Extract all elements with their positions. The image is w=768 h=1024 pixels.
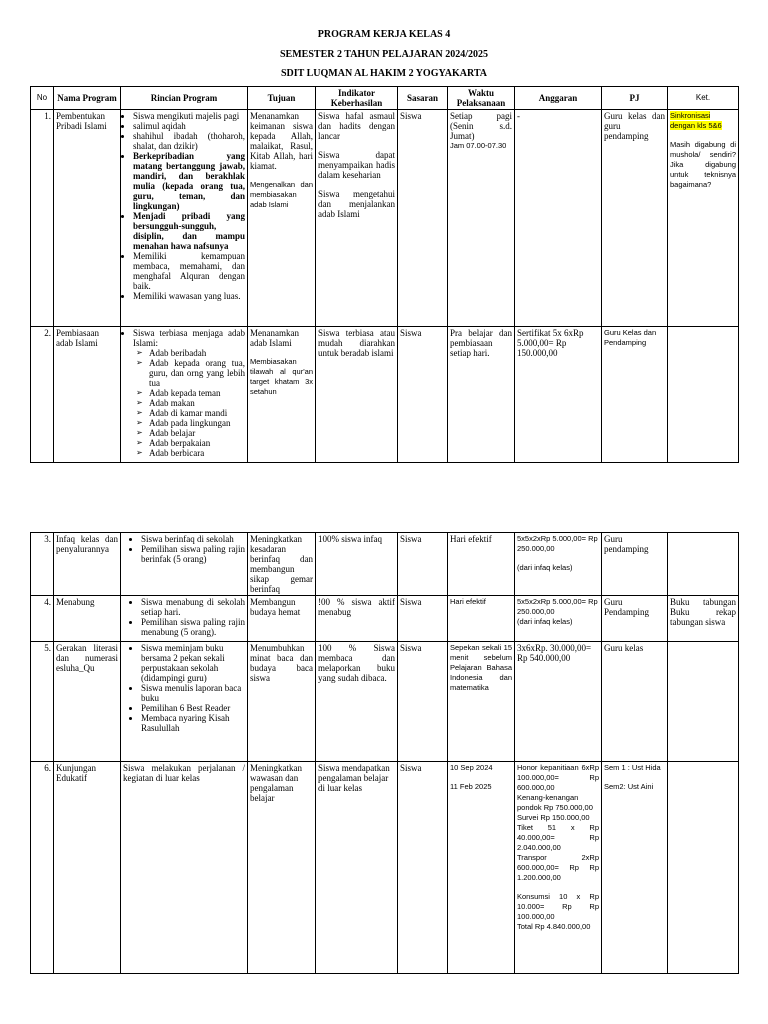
budget: Sertifikat 5x 6xRp 5.000,00= Rp 150.000,00 xyxy=(515,327,602,463)
col-header-pj: PJ xyxy=(602,87,668,110)
budget-line: Transpor 2xRp 600.000,00= Rp Rp 1.200.000,00 xyxy=(517,853,599,882)
budget-text: 5x5x2xRp 5.000,00= Rp 250.000,00 xyxy=(517,534,598,553)
remarks xyxy=(668,533,739,596)
schedule-date: 11 Feb 2025 xyxy=(450,782,492,791)
list-item: • Siswa menabung di sekolah setiap hari. xyxy=(141,597,245,617)
goal-text-secondary: Mengenalkan dan membiasakan adab Islami xyxy=(250,180,313,209)
table-row xyxy=(31,533,739,596)
budget-text: 5x5x2xRp 5.000,00= Rp 250.000,00 xyxy=(517,597,598,616)
col-header-ket: Ket. xyxy=(668,87,739,110)
remarks xyxy=(668,327,739,463)
indicator-text: Siswa hafal asmaul dan hadits dengan lancar xyxy=(318,111,395,141)
row-number: 6. xyxy=(31,762,54,974)
program-details xyxy=(121,110,248,327)
budget xyxy=(515,533,602,596)
success-indicator: 100% siswa infaq xyxy=(316,533,398,596)
list-item: ➢ Adab berpakaian xyxy=(149,438,245,448)
list-item: • Membaca nyaring Kisah Rasulullah xyxy=(141,713,245,733)
schedule: Sepekan sekali 15 menit sebelum Pelajaran Bahasa Indonesia dan matematika xyxy=(448,642,515,762)
target-audience: Siswa xyxy=(398,327,448,463)
pj-semester-2: Sem2: Ust Aini xyxy=(604,782,654,791)
budget xyxy=(515,762,602,974)
table-header-row xyxy=(31,87,739,110)
row-number: 2. xyxy=(31,327,54,463)
table-row xyxy=(31,596,739,642)
row-number: 3. xyxy=(31,533,54,596)
table-row xyxy=(31,642,739,762)
list-item: • Siswa meminjam buku bersama 2 pekan sekali perpustakaan sekolah (didampingi guru) xyxy=(141,643,245,683)
success-indicator xyxy=(316,110,398,327)
person-in-charge: Guru Kelas dan Pendamping xyxy=(602,327,668,463)
success-indicator: !00 % siswa aktif menabug xyxy=(316,596,398,642)
budget-line: Honor kepanitiaan 6xRp 100.000,00= Rp 600.000,00 xyxy=(517,763,599,792)
person-in-charge xyxy=(602,762,668,974)
table-row xyxy=(31,762,739,974)
schedule: Hari efektif xyxy=(448,596,515,642)
list-item: • Menjadi pribadi yang bersungguh-sungguh, disiplin, dan mampu menahan hawa nafsunya xyxy=(133,211,245,251)
success-indicator: Siswa terbiasa atau mudah diarahkan untuk beradab islami xyxy=(316,327,398,463)
schedule: Hari efektif xyxy=(448,533,515,596)
col-header-indikator: Indikator Keberhasilan xyxy=(316,87,398,110)
indicator-text: Siswa mengetahui dan menjalankan adab Islami xyxy=(318,189,395,219)
budget-note: (dari infaq kelas) xyxy=(517,563,573,572)
table-row xyxy=(31,110,739,327)
list-item: ➢ Adab pada lingkungan xyxy=(149,418,245,428)
indicator-text: Siswa dapat menyampaikan hadis dalam keseharian xyxy=(318,150,395,180)
target-audience: Siswa xyxy=(398,642,448,762)
program-name: Menabung xyxy=(54,596,121,642)
budget: 3x6xRp. 30.000,00= Rp 540.000,00 xyxy=(515,642,602,762)
list-item: ➢ Adab beribadah xyxy=(149,348,245,358)
schedule xyxy=(448,110,515,327)
person-in-charge: Guru kelas dan guru pendamping xyxy=(602,110,668,327)
program-name: Infaq kelas dan penyalurannya xyxy=(54,533,121,596)
person-in-charge: Guru pendamping xyxy=(602,533,668,596)
schedule: Pra belajar dan pembiasaan setiap hari. xyxy=(448,327,515,463)
program-table-page-1 xyxy=(30,86,739,463)
list-item: • Siswa berinfaq di sekolah xyxy=(141,534,245,544)
program-goal: Meningkatkan wawasan dan pengalaman belajar xyxy=(248,762,316,974)
pj-semester-1: Sem 1 : Ust Hida xyxy=(604,763,661,772)
program-goal xyxy=(248,110,316,327)
document-subtitle-school: SDIT LUQMAN AL HAKIM 2 YOGYAKARTA xyxy=(280,68,488,79)
program-details: Siswa melakukan perjalanan / kegiatan di luar kelas xyxy=(121,762,248,974)
person-in-charge: Guru kelas xyxy=(602,642,668,762)
list-item: ➢ Adab kepada teman xyxy=(149,388,245,398)
program-details xyxy=(121,596,248,642)
list-item: • Memiliki wawasan yang luas. xyxy=(133,291,245,301)
program-details xyxy=(121,533,248,596)
schedule-date: 10 Sep 2024 xyxy=(450,763,493,772)
program-name: Gerakan literasi dan numerasi esluha_Qu xyxy=(54,642,121,762)
list-item: • Pemilihan 6 Best Reader xyxy=(141,703,245,713)
row-number: 5. xyxy=(31,642,54,762)
remarks xyxy=(668,110,739,327)
list-item: • Memiliki kemampuan membaca, memahami, dan menghafal Alquran dengan baik. xyxy=(133,251,245,291)
document-title: PROGRAM KERJA KELAS 4 xyxy=(317,29,451,40)
budget-line: Tiket 51 x Rp 40.000,00= Rp 2.040.000,00 xyxy=(517,823,599,852)
program-goal: Meningkatkan kesadaran berinfaq dan membangun sikap gemar berinfaq xyxy=(248,533,316,596)
table-row xyxy=(31,327,739,463)
schedule xyxy=(448,762,515,974)
col-header-nama-program: Nama Program xyxy=(54,87,121,110)
budget-line: Survei Rp 150.000,00 xyxy=(517,813,590,822)
list-item: • Pemilihan siswa paling rajin berinfak (5 orang) xyxy=(141,544,245,564)
success-indicator: 100 % Siswa membaca dan melaporkan buku yang sudah dibaca. xyxy=(316,642,398,762)
person-in-charge: Guru Pendamping xyxy=(602,596,668,642)
success-indicator: Siswa mendapatkan pengalaman belajar di luar kelas xyxy=(316,762,398,974)
list-item: • salimul aqidah xyxy=(133,121,245,131)
list-item: ➢ Adab berbicara xyxy=(149,448,245,458)
budget-total: Total Rp 4.840.000,00 xyxy=(517,922,591,931)
list-item: ➢ Adab belajar xyxy=(149,428,245,438)
list-item: • Siswa menulis laporan baca buku xyxy=(141,683,245,703)
col-header-rincian-program: Rincian Program xyxy=(121,87,248,110)
target-audience: Siswa xyxy=(398,110,448,327)
program-table-page-2 xyxy=(30,532,739,974)
col-header-no: No xyxy=(31,87,54,110)
budget xyxy=(515,596,602,642)
program-details xyxy=(121,642,248,762)
row-number: 1. xyxy=(31,110,54,327)
col-header-anggaran: Anggaran xyxy=(515,87,602,110)
remark-text: Masih digabung di mushola/ sendiri? Jika digabung untuk teknisnya bagaimana? xyxy=(670,140,736,189)
target-audience: Siswa xyxy=(398,533,448,596)
program-name: Kunjungan Edukatif xyxy=(54,762,121,974)
list-item: • Siswa terbiasa menjaga adab Islami: xyxy=(133,328,245,348)
remarks xyxy=(668,762,739,974)
col-header-waktu: Waktu Pelaksanaan xyxy=(448,87,515,110)
row-number: 4. xyxy=(31,596,54,642)
remarks xyxy=(668,642,739,762)
remarks: Buku tabungan Buku rekap tabungan siswa xyxy=(668,596,739,642)
target-audience: Siswa xyxy=(398,596,448,642)
list-item: • Berkepribadian yang matang bertanggung jawab, mandiri, dan berakhlak mulia (kepada orang tua, guru, teman, dan lingkungan) xyxy=(133,151,245,211)
list-item: ➢ Adab makan xyxy=(149,398,245,408)
schedule-text: Setiap pagi (Senin s.d. Jumat) xyxy=(450,111,512,141)
document-subtitle-semester: SEMESTER 2 TAHUN PELAJARAN 2024/2025 xyxy=(280,49,488,60)
highlighted-note: Sinkronisasi dengan kls 5&6 xyxy=(670,111,722,130)
list-item: • Pemilihan siswa paling rajin menabung (5 orang). xyxy=(141,617,245,637)
schedule-time: Jam 07.00-07.30 xyxy=(450,141,507,150)
budget-note: (dari infaq kelas) xyxy=(517,617,573,626)
budget: - xyxy=(515,110,602,327)
list-item: ➢ Adab kepada orang tua, guru, dan orng yang lebih tua xyxy=(149,358,245,388)
goal-text: Menanamkan keimanan siswa kepada Allah, malaikat, Rasul, Kitab Allah, hari kiamat. xyxy=(250,111,313,171)
col-header-tujuan: Tujuan xyxy=(248,87,316,110)
target-audience: Siswa xyxy=(398,762,448,974)
program-goal xyxy=(248,327,316,463)
list-item: • shahihul ibadah (thoharoh, shalat, dan dzikir) xyxy=(133,131,245,151)
program-goal: Membangun budaya hemat xyxy=(248,596,316,642)
budget-line: Kenang-kenangan pondok Rp 750.000,00 xyxy=(517,793,593,812)
goal-text: Menanamkan adab Islami xyxy=(250,328,299,348)
list-item: • Siswa mengikuti majelis pagi xyxy=(133,111,245,121)
list-item: ➢ Adab di kamar mandi xyxy=(149,408,245,418)
program-name: Pembentukan Pribadi Islami xyxy=(54,110,121,327)
col-header-sasaran: Sasaran xyxy=(398,87,448,110)
program-goal: Menumbuhkan minat baca dan budaya baca siswa xyxy=(248,642,316,762)
program-name: Pembiasaan adab Islami xyxy=(54,327,121,463)
program-details xyxy=(121,327,248,463)
goal-text-secondary: Membiasakan tilawah al qur'an target khatam 3x setahun xyxy=(250,357,313,396)
budget-line: Konsumsi 10 x Rp 10.000= Rp Rp 100.000,00 xyxy=(517,892,599,921)
